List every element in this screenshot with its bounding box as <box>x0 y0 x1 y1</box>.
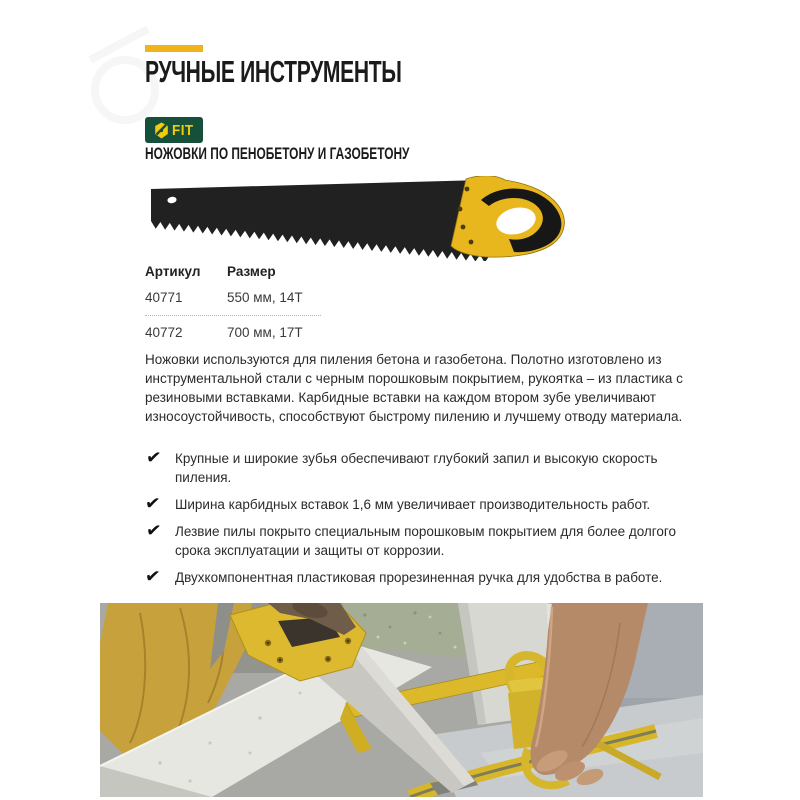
col-article: Артикул <box>145 264 201 279</box>
accent-bar <box>145 45 203 52</box>
size-value: 700 мм, 17Т <box>227 325 303 340</box>
usage-photo <box>100 603 703 797</box>
feature-text: Ширина карбидных вставок 1,6 мм увеличивает производительность работ. <box>175 497 651 512</box>
feature-item <box>144 565 693 587</box>
checkmark-icon: ✔ <box>144 565 162 587</box>
feature-text: Крупные и широкие зубья обеспечивают глубокий запил и высокую скорость пиления. <box>175 451 658 485</box>
size-value: 550 мм, 14Т <box>227 290 303 305</box>
feature-list <box>144 446 693 595</box>
article-value: 40772 <box>145 325 183 340</box>
spec-table <box>145 262 321 340</box>
table-row <box>145 316 321 340</box>
feature-text: Двухкомпонентная пластиковая прорезиненная ручка для удобства в работе. <box>175 570 663 585</box>
brand-logo-text: FIT <box>171 121 194 139</box>
brand-logo <box>145 117 203 143</box>
watermark-slash <box>90 29 148 60</box>
checkmark-icon: ✔ <box>144 492 162 514</box>
article-value: 40771 <box>145 290 183 305</box>
checkmark-icon: ✔ <box>145 446 163 469</box>
feature-item <box>145 446 693 487</box>
product-image-saw <box>145 176 565 261</box>
page-title: РУЧНЫЕ ИНСТРУМЕНТЫ <box>145 54 402 89</box>
saw-blade <box>151 180 503 261</box>
feature-text: Лезвие пилы покрыто специальным порошковым покрытием для более долгого срока эксплуатации и защиты от коррозии. <box>175 524 677 558</box>
product-description: Ножовки используются для пиления бетона и газобетона. Полотно изготовлено из инструментальной стали с черным порошковым покрытием, рукоятка – из пластика с резиновыми вставками. Карбидные вставки на каждом втором зубе увеличивают износоустойчивость, способствуют быстрому пилению и лучшему отводу материала. <box>145 352 683 424</box>
table-row <box>145 290 321 316</box>
col-size: Размер <box>227 264 276 279</box>
feature-item <box>144 492 693 514</box>
spec-table-header <box>145 262 321 290</box>
fit-nut-slash-icon <box>153 122 170 139</box>
checkmark-icon: ✔ <box>145 519 163 542</box>
feature-item <box>145 519 693 560</box>
section-title: НОЖОВКИ ПО ПЕНОБЕТОНУ И ГАЗОБЕТОНУ <box>145 144 410 163</box>
